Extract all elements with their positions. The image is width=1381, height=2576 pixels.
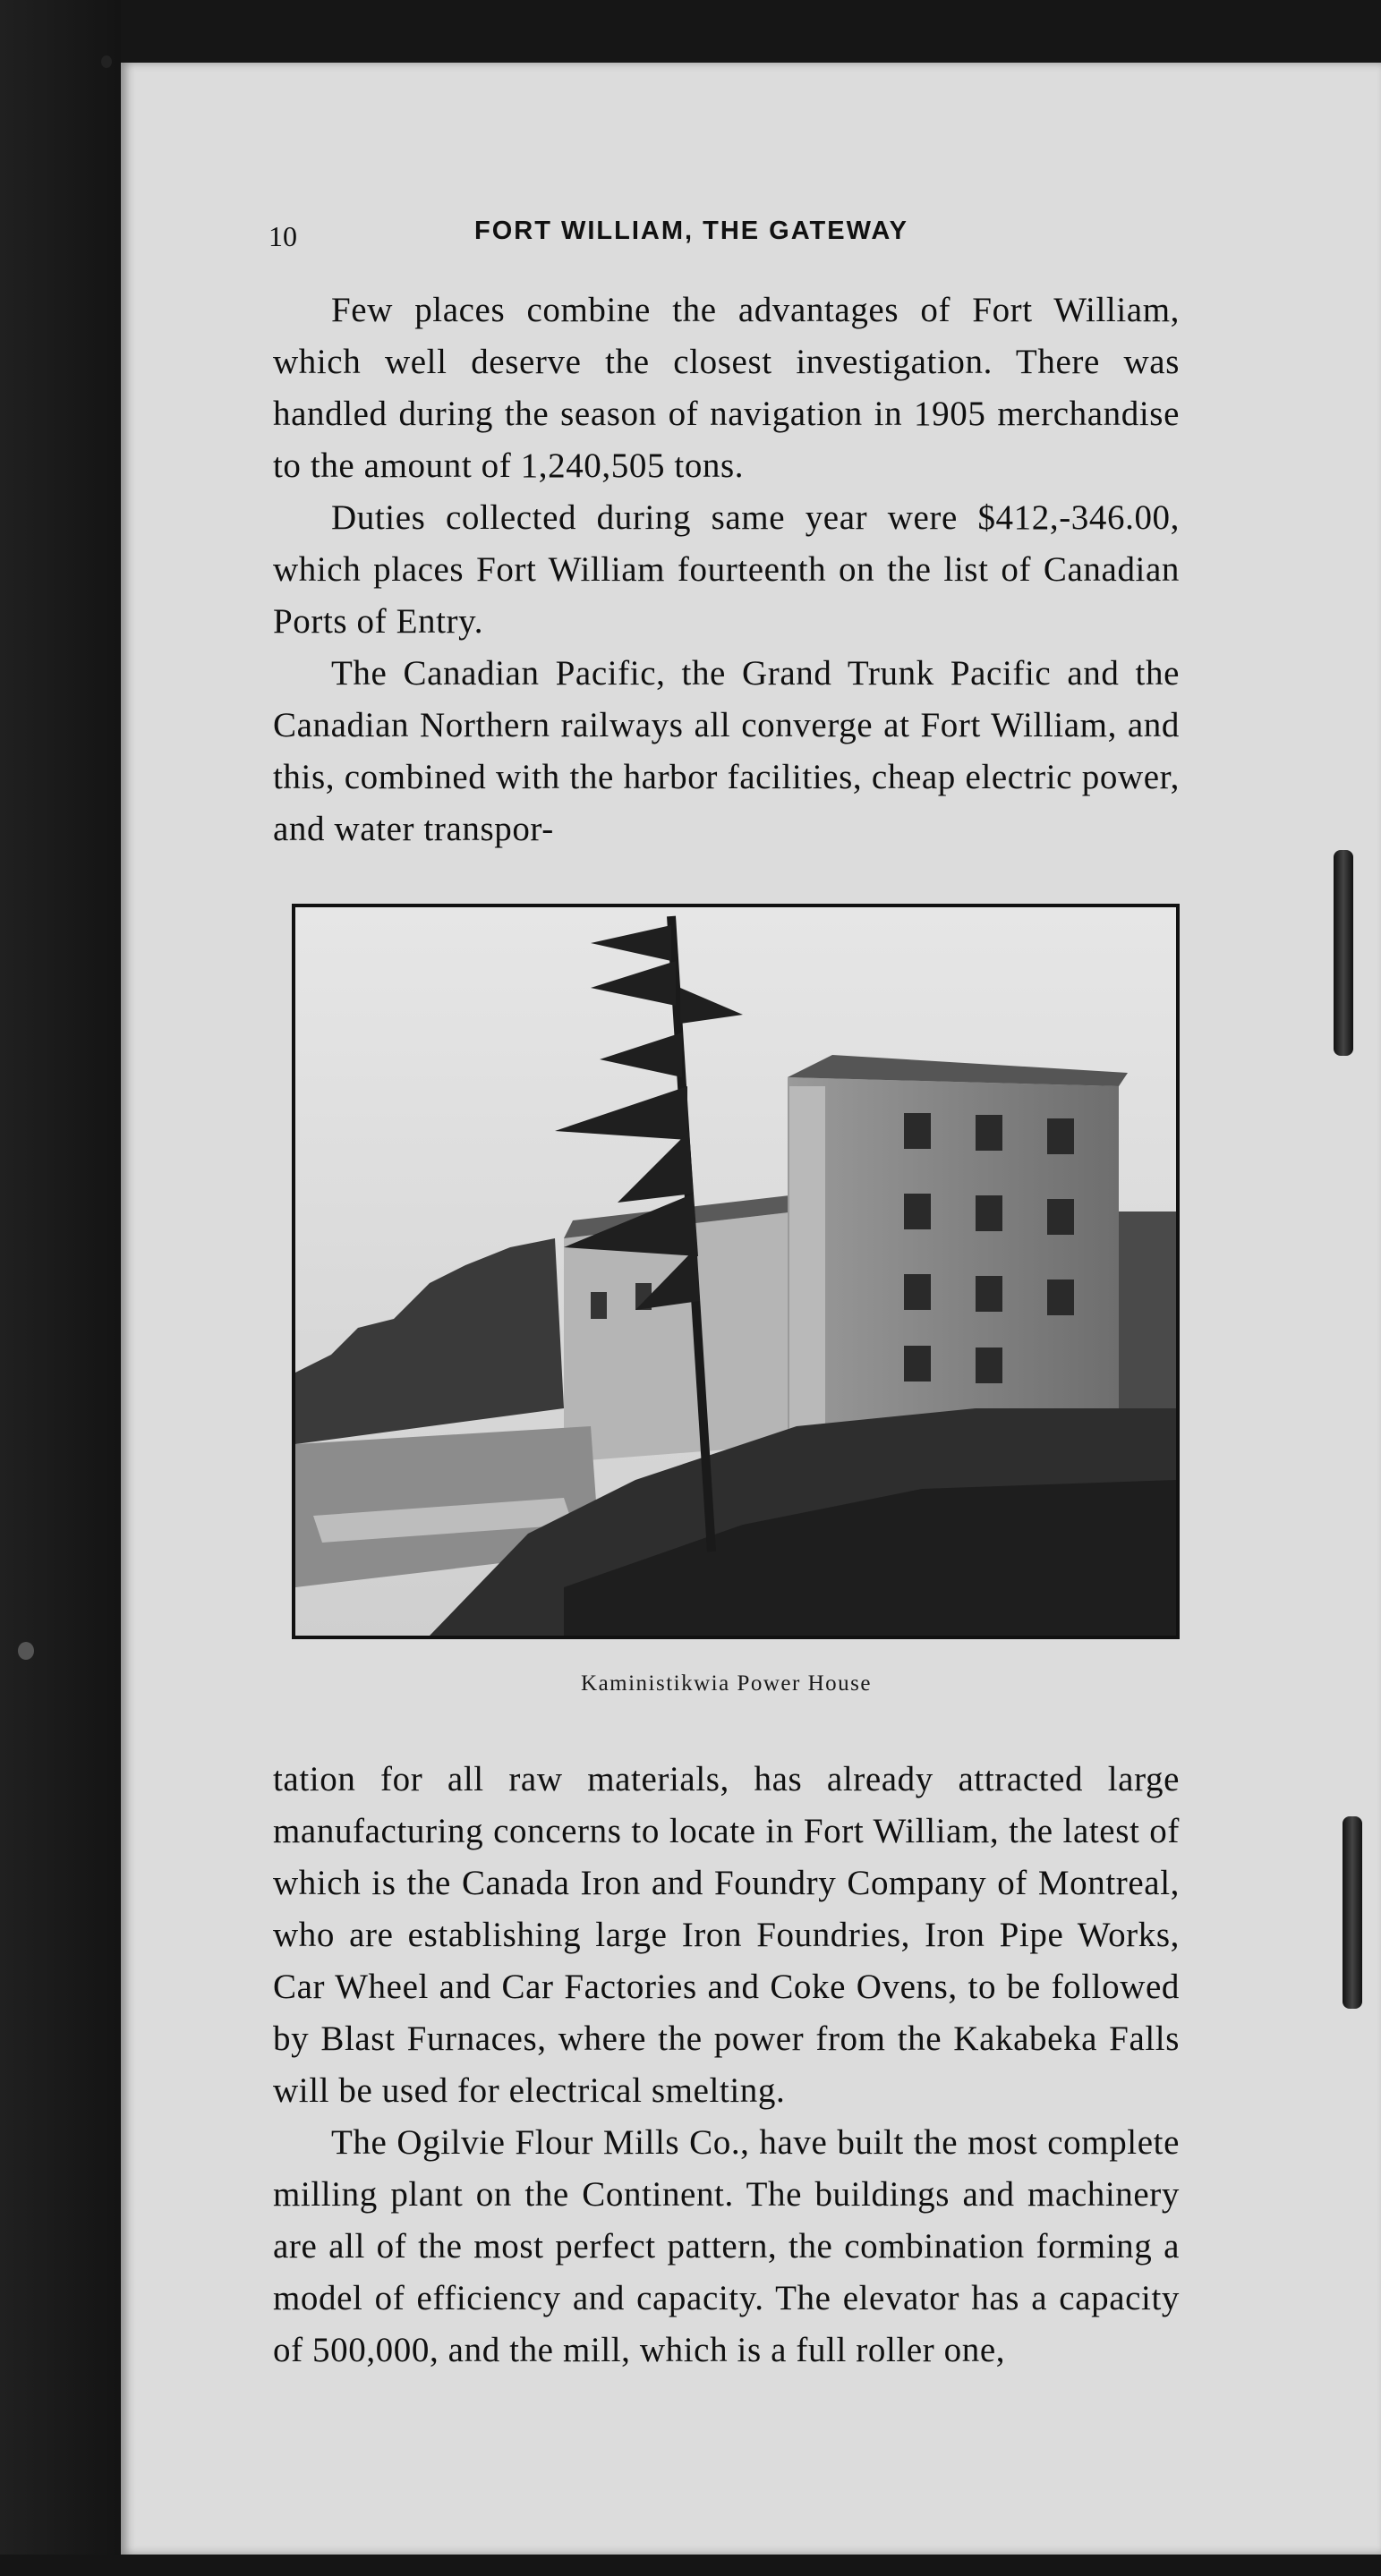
text-block-top xyxy=(273,285,1180,855)
photograph-power-house-icon xyxy=(295,907,1176,1636)
scan-speck xyxy=(101,55,112,68)
binding-clip xyxy=(1343,1816,1362,2009)
text-block-bottom xyxy=(273,1754,1180,2376)
scan-left-border xyxy=(0,0,121,2576)
running-title: FORT WILLIAM, THE GATEWAY xyxy=(474,217,908,245)
paragraph: The Ogilvie Flour Mills Co., have built the most complete milling plant on the Continent. The buildings and machinery are all of the most perfect pattern, the combination forming a model of efficiency and capacity. The elevator has a capacity of 500,000, and the mill, which is a full roller one, xyxy=(273,2123,1180,2369)
figure-caption: Kaministikwia Power House xyxy=(581,1671,872,1696)
scan-speck xyxy=(18,1642,34,1660)
paragraph: Few places combine the advantages of Fort William, which well deserve the closest investigation. There was handled during the season of navigation in 1905 merchandise to the amount of 1,240,505 tons. xyxy=(273,291,1180,485)
paragraph: tation for all raw materials, has already attracted large manufacturing concerns to locate in Fort William, the latest of which is the Canada Iron and Foundry Company of Montreal, who are establishing large Iron Foundries, Iron Pipe Works, Car Wheel and Car Factories and Coke Ovens, to be followed by Blast Furnaces, where the power from the Kakabeka Falls will be used for electrical smelting. xyxy=(273,1760,1180,2110)
scan-bottom-border xyxy=(0,2555,1381,2576)
page-number: 10 xyxy=(269,220,297,252)
paragraph: Duties collected during same year were $412,-346.00, which places Fort William fourteenth on the list of Canadian Ports of Entry. xyxy=(273,498,1180,641)
power-house-photograph xyxy=(292,904,1180,1639)
binding-clip xyxy=(1334,850,1353,1056)
page-header xyxy=(269,213,1181,258)
paragraph: The Canadian Pacific, the Grand Trunk Pacific and the Canadian Northern railways all converge at Fort William, and this, combined with the harbor facilities, cheap electric power, and water transpor- xyxy=(273,654,1180,848)
scan-top-border xyxy=(0,0,1381,63)
